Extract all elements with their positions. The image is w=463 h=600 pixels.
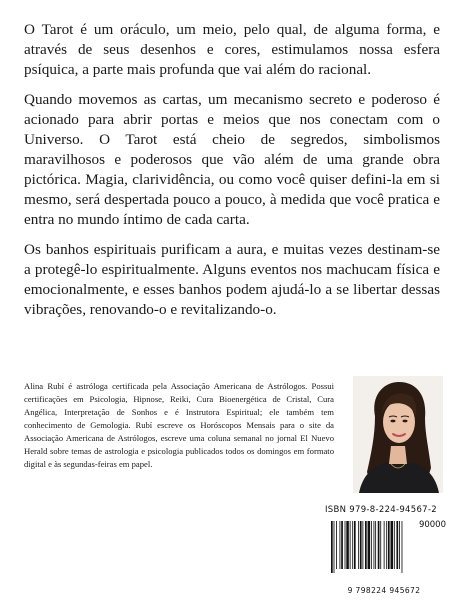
barcode-bar	[331, 521, 333, 573]
back-cover-description	[24, 20, 440, 330]
barcode-bar	[378, 521, 380, 569]
barcode-bar	[334, 521, 335, 573]
barcode-bar	[341, 521, 343, 569]
barcode-bar	[386, 521, 387, 569]
author-photo	[353, 376, 443, 493]
barcode	[325, 519, 450, 595]
barcode-bar	[354, 521, 356, 569]
barcode-bar	[380, 521, 381, 569]
barcode-bar	[345, 521, 346, 569]
barcode-bar	[375, 521, 376, 569]
barcode-bar	[365, 521, 367, 569]
barcode-bar	[340, 521, 341, 569]
description-paragraph-3: Os banhos espirituais purificam a aura, e muitas vezes destinam-se a protegê-lo espiritualmente. Alguns eventos nos machucam física e emocionalmente, e esses banhos podem ajudá-lo a se libertar dessas vibrações, renovando-o e revitalizando-o.	[24, 241, 440, 318]
barcode-bar	[391, 521, 394, 569]
barcode-bar	[402, 521, 403, 573]
barcode-bar	[336, 521, 337, 569]
barcode-bar	[374, 521, 375, 569]
barcode-area	[325, 505, 455, 595]
barcode-bar	[371, 521, 372, 569]
barcode-bar	[360, 521, 362, 569]
barcode-bar	[362, 521, 363, 569]
barcode-bar	[384, 521, 385, 569]
barcode-bars	[329, 521, 429, 573]
barcode-bar	[352, 521, 353, 569]
barcode-bar	[396, 521, 398, 569]
barcode-number: 9 798224 945672	[347, 586, 421, 595]
barcode-bar	[388, 521, 390, 569]
isbn-label: ISBN 979-8-224-94567-2	[325, 505, 437, 515]
description-paragraph-2: Quando movemos as cartas, um mecanismo secreto e poderoso é acionado para abrir portas e meios que nos conectam com o Universo. O Tarot está cheio de segredos, simbolismos maravilhosos e poderosos que vão além de uma grande obra pictórica. Magia, clarividência, ou como você quiser defini-la em si mesmo, será despertada pouco a pouco, à medida que você pratica e entra no mundo íntimo de cada carta.	[24, 91, 440, 228]
barcode-bar	[399, 521, 400, 569]
barcode-bar	[394, 521, 395, 569]
barcode-bar	[368, 521, 371, 569]
price-code: 90000	[418, 520, 446, 530]
barcode-bar	[350, 521, 351, 569]
barcode-bar	[346, 521, 349, 569]
barcode-bar	[358, 521, 359, 569]
author-bio: Alina Rubí é astróloga certificada pela Associação Americana de Astrólogos. Possui certificações em Psicologia, Hipnose, Reiki, Cura Bioenergética de Cristal, Cura Angélica, Interpretação de Sonhos e é Instrutora Espiritual; ele também tem conhecimento de Gemologia. Rubí escreve os Horóscopos Mensais para o site da Associação Americana de Astrólogos, escreve uma coluna semanal no jornal El Nuevo Herald sobre temas de astrologia e psicologia publicados todos os domingos em formato digital e às segundas-feiras em papel.	[24, 381, 334, 469]
description-paragraph-1: O Tarot é um oráculo, um meio, pelo qual, de alguma forma, e através de seus desenhos e cores, estimulamos nossa esfera psíquica, a parte mais profunda que vai além do racional.	[24, 21, 440, 78]
